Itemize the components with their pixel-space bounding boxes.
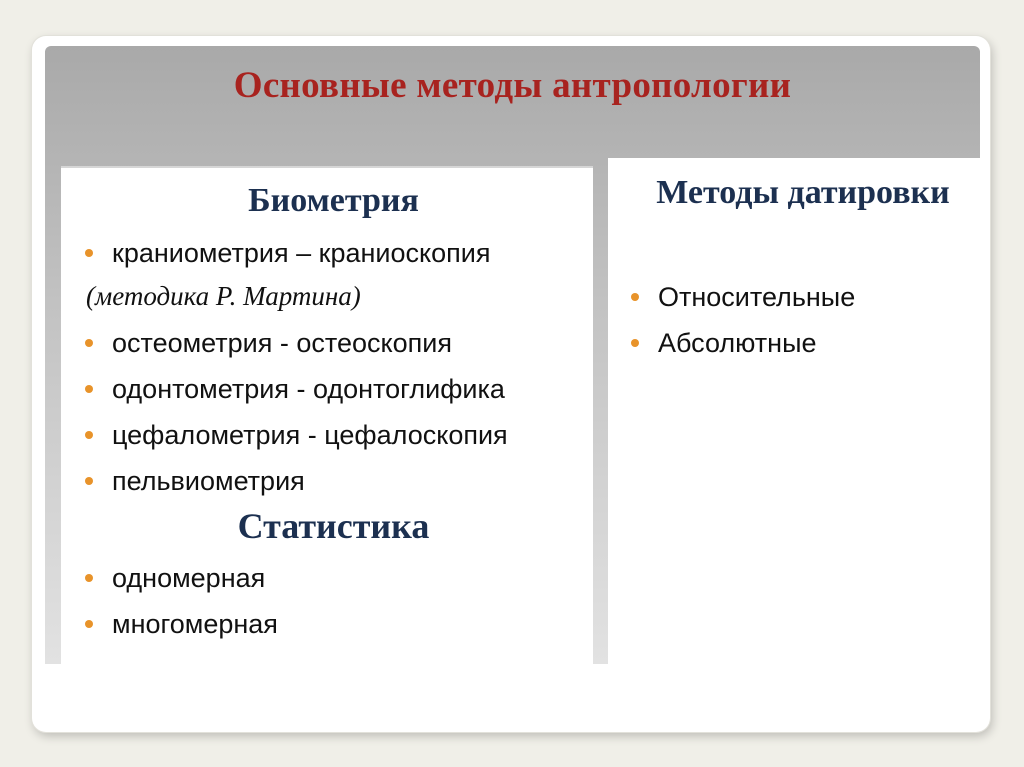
bullet-icon <box>85 385 93 393</box>
bullet-icon <box>85 249 93 257</box>
list-item: цефалометрия - цефалоскопия <box>82 412 508 458</box>
bullet-icon <box>631 339 639 347</box>
biometry-list-continued <box>82 320 508 504</box>
bullet-icon <box>85 339 93 347</box>
statistics-heading: Статистика <box>237 506 430 546</box>
list-item: одномерная <box>82 555 278 601</box>
list-item: Относительные <box>628 274 855 320</box>
dating-methods-heading: Методы датировки <box>656 174 950 211</box>
dating-methods-list <box>628 274 855 366</box>
bullet-icon <box>85 477 93 485</box>
list-item: краниометрия – краниоскопия <box>82 230 490 276</box>
biometry-list <box>82 230 490 276</box>
biometry-heading: Биометрия <box>248 182 419 219</box>
bullet-icon <box>85 574 93 582</box>
right-panel <box>608 158 980 664</box>
bullet-icon <box>85 620 93 628</box>
slide-title: Основные методы антропологии <box>233 65 792 106</box>
statistics-list <box>82 555 278 647</box>
list-item: многомерная <box>82 601 278 647</box>
bullet-icon <box>85 431 93 439</box>
list-item: пельвиометрия <box>82 458 508 504</box>
list-item: Абсолютные <box>628 320 855 366</box>
method-note: (методика Р. Мартина) <box>86 281 361 311</box>
bullet-icon <box>631 293 639 301</box>
list-item: одонтометрия - одонтоглифика <box>82 366 508 412</box>
list-item: остеометрия - остеоскопия <box>82 320 508 366</box>
